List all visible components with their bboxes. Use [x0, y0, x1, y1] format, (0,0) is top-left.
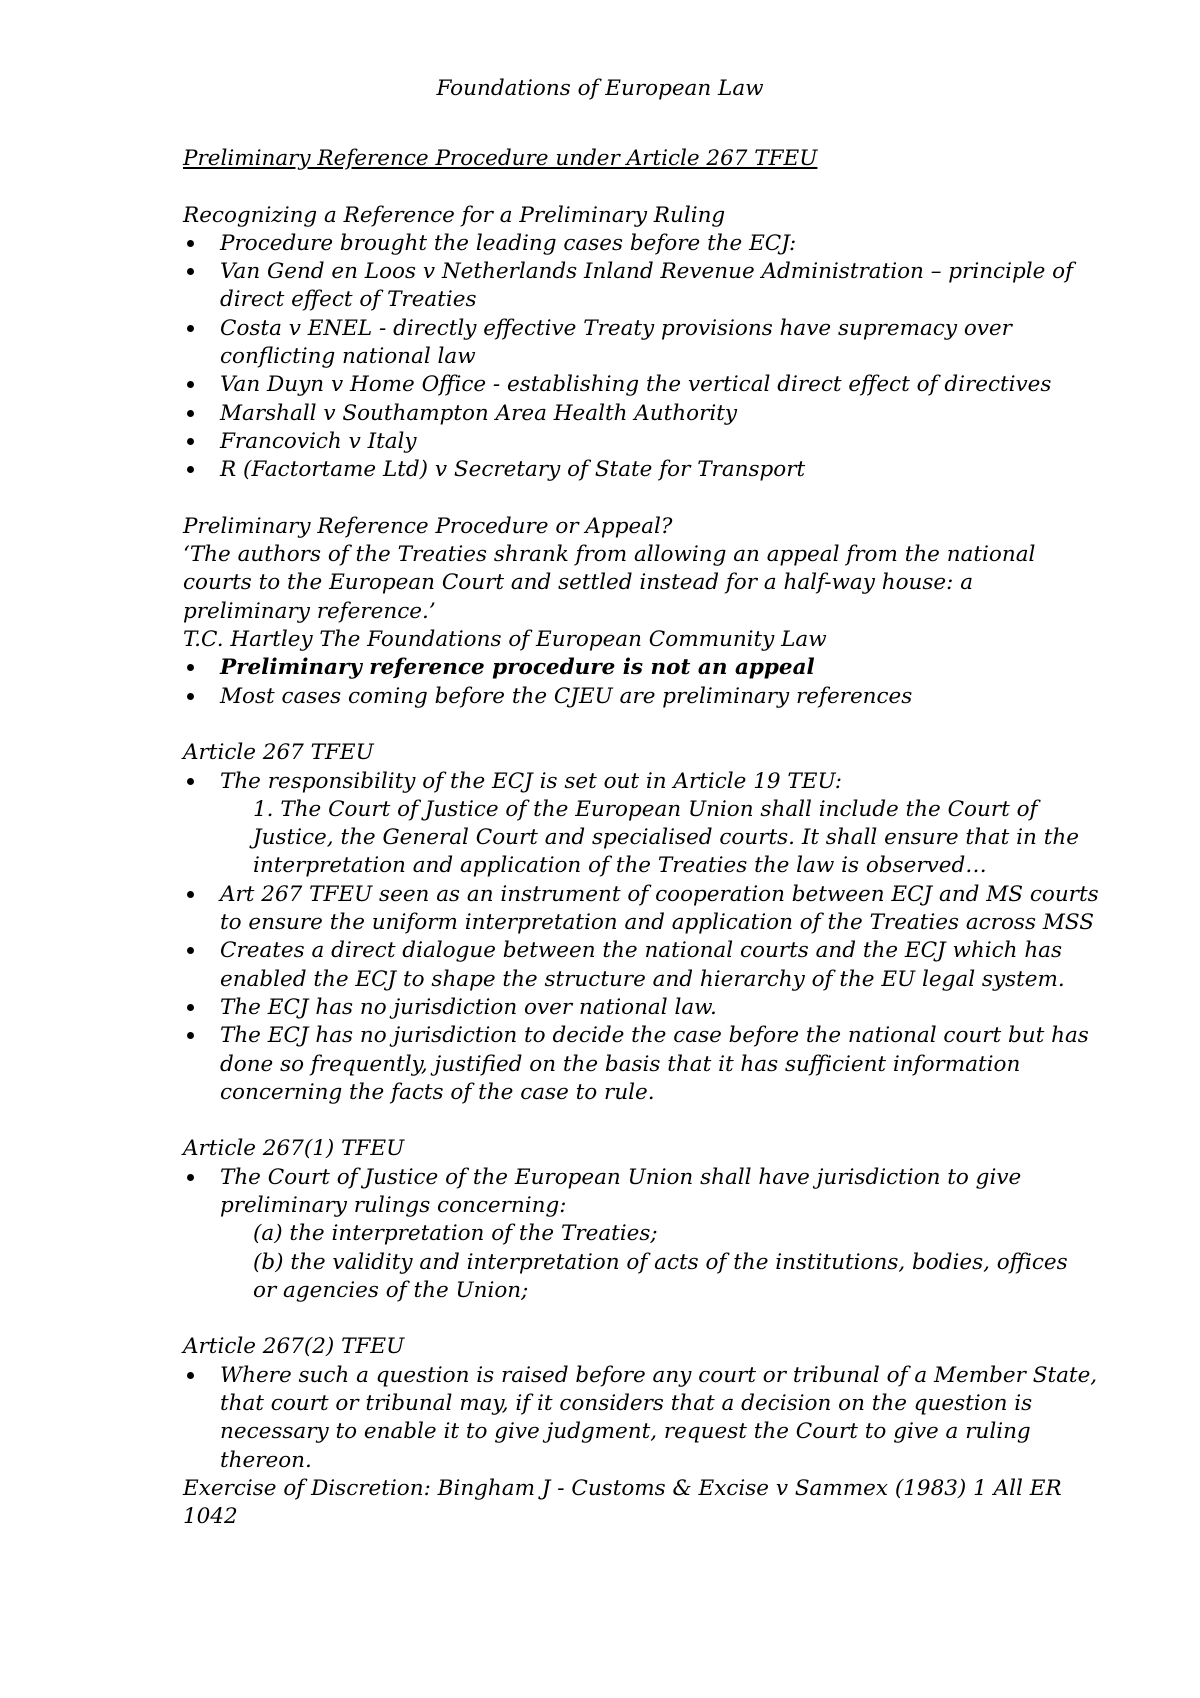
section-recognizing — [183, 202, 1074, 485]
list-item — [183, 1362, 1098, 1475]
sub-item: (b) the validity and interpretation of acts of the institutions, bodies, offices — [253, 1249, 1068, 1275]
section-heading: Preliminary Reference Procedure or Appeal? — [183, 513, 673, 539]
list-item — [183, 371, 1052, 399]
bullet-text: necessary to enable it to give judgment, request the Court to give a ruling — [220, 1419, 1031, 1445]
section-article-267 — [183, 739, 1099, 1107]
bullet-text: direct effect of Treaties — [220, 287, 477, 313]
bullet-text: Preliminary reference procedure is not an appeal — [220, 655, 815, 681]
bullet-text: R (Factortame Ltd) v Secretary of State for Transport — [220, 457, 806, 483]
bullet-text: Francovich v Italy — [220, 428, 417, 454]
section-heading: Article 267(2) TFEU — [183, 1334, 405, 1360]
bullet-text: Art 267 TFEU seen as an instrument of cooperation between ECJ and MS courts — [220, 881, 1099, 907]
list-item — [183, 683, 1043, 711]
bullet-text: conflicting national law — [220, 344, 476, 370]
document-body — [183, 145, 1099, 1532]
quote-line: 1. The Court of Justice of the European Union shall include the Court of — [253, 796, 1038, 822]
section-appeal — [183, 513, 1043, 711]
list-item — [183, 1164, 1068, 1305]
list-item — [183, 456, 1043, 484]
bullet-text: done so frequently, justified on the basis that it has sufficient information — [220, 1051, 1021, 1077]
bullet-text: Creates a direct dialogue between the national courts and the ECJ which has — [220, 938, 1063, 964]
quote-line: Justice, the General Court and specialised courts. It shall ensure that in the — [253, 825, 1079, 851]
bullet-text: Costa v ENEL - directly effective Treaty provisions have supremacy over — [220, 315, 1012, 341]
bullet-text: that court or tribunal may, if it considers that a decision on the question is — [220, 1391, 1033, 1417]
bullet-text: The Court of Justice of the European Union shall have jurisdiction to give — [220, 1164, 1022, 1190]
sub-item: or agencies of the Union; — [253, 1277, 529, 1303]
list-item — [183, 1022, 1089, 1107]
section-heading: Article 267 TFEU — [183, 740, 374, 766]
list-item — [183, 937, 1065, 994]
quote-line: ‘The authors of the Treaties shrank from allowing an appeal from the national — [183, 542, 1036, 568]
document-title: Preliminary Reference Procedure under Article 267 TFEU — [183, 146, 818, 171]
section-heading: Article 267(1) TFEU — [183, 1136, 405, 1162]
bullet-text: The ECJ has no jurisdiction over national law. — [220, 994, 717, 1020]
quote-line: courts to the European Court and settled instead for a half-way house: a — [183, 570, 974, 596]
page-header-title: Foundations of European Law — [436, 76, 764, 101]
section-heading: Recognizing a Reference for a Preliminary Ruling — [183, 202, 726, 228]
section-article-267-2 — [183, 1333, 1098, 1531]
list-item — [183, 768, 1079, 881]
list-item — [183, 994, 1043, 1022]
bullet-text: Procedure brought the leading cases before the ECJ: — [220, 230, 797, 256]
bullet-text: Van Gend en Loos v Netherlands Inland Revenue Administration – principle of — [220, 259, 1074, 285]
list-item — [183, 230, 1043, 258]
discretion-line: Exercise of Discretion: Bingham J - Customs & Excise v Sammex (1983) 1 All ER — [183, 1475, 1062, 1501]
bullet-text: enabled the ECJ to shape the structure and hierarchy of the EU legal system. — [220, 966, 1065, 992]
bullet-text: to ensure the uniform interpretation and application of the Treaties across MSS — [220, 910, 1094, 936]
bullet-text: concerning the facts of the case to rule. — [220, 1079, 655, 1105]
sub-item: (a) the interpretation of the Treaties; — [253, 1221, 658, 1247]
bullet-text: The responsibility of the ECJ is set out in Article 19 TEU: — [220, 768, 843, 794]
list-item — [183, 654, 1043, 682]
list-item — [183, 258, 1074, 315]
bullet-text: The ECJ has no jurisdiction to decide the case before the national court but has — [220, 1023, 1089, 1049]
bullet-text: Most cases coming before the CJEU are preliminary references — [220, 683, 913, 709]
bullet-text: Where such a question is raised before any court or tribunal of a Member State, — [220, 1362, 1098, 1388]
section-article-267-1 — [183, 1135, 1068, 1305]
list-item — [183, 428, 1043, 456]
citation: T.C. Hartley The Foundations of European Community Law — [183, 627, 827, 653]
list-item — [183, 400, 1043, 428]
bullet-text: preliminary rulings concerning: — [220, 1192, 567, 1218]
bullet-text: Marshall v Southampton Area Health Authority — [220, 400, 738, 426]
bullet-text: Van Duyn v Home Office - establishing the vertical direct effect of directives — [220, 372, 1052, 398]
list-item — [183, 881, 1099, 938]
quote-line: preliminary reference.’ — [183, 598, 436, 624]
bullet-text: thereon. — [220, 1447, 312, 1473]
quote-line: interpretation and application of the Treaties the law is observed… — [253, 853, 987, 879]
list-item — [183, 315, 1043, 372]
discretion-line: 1042 — [183, 1504, 238, 1530]
